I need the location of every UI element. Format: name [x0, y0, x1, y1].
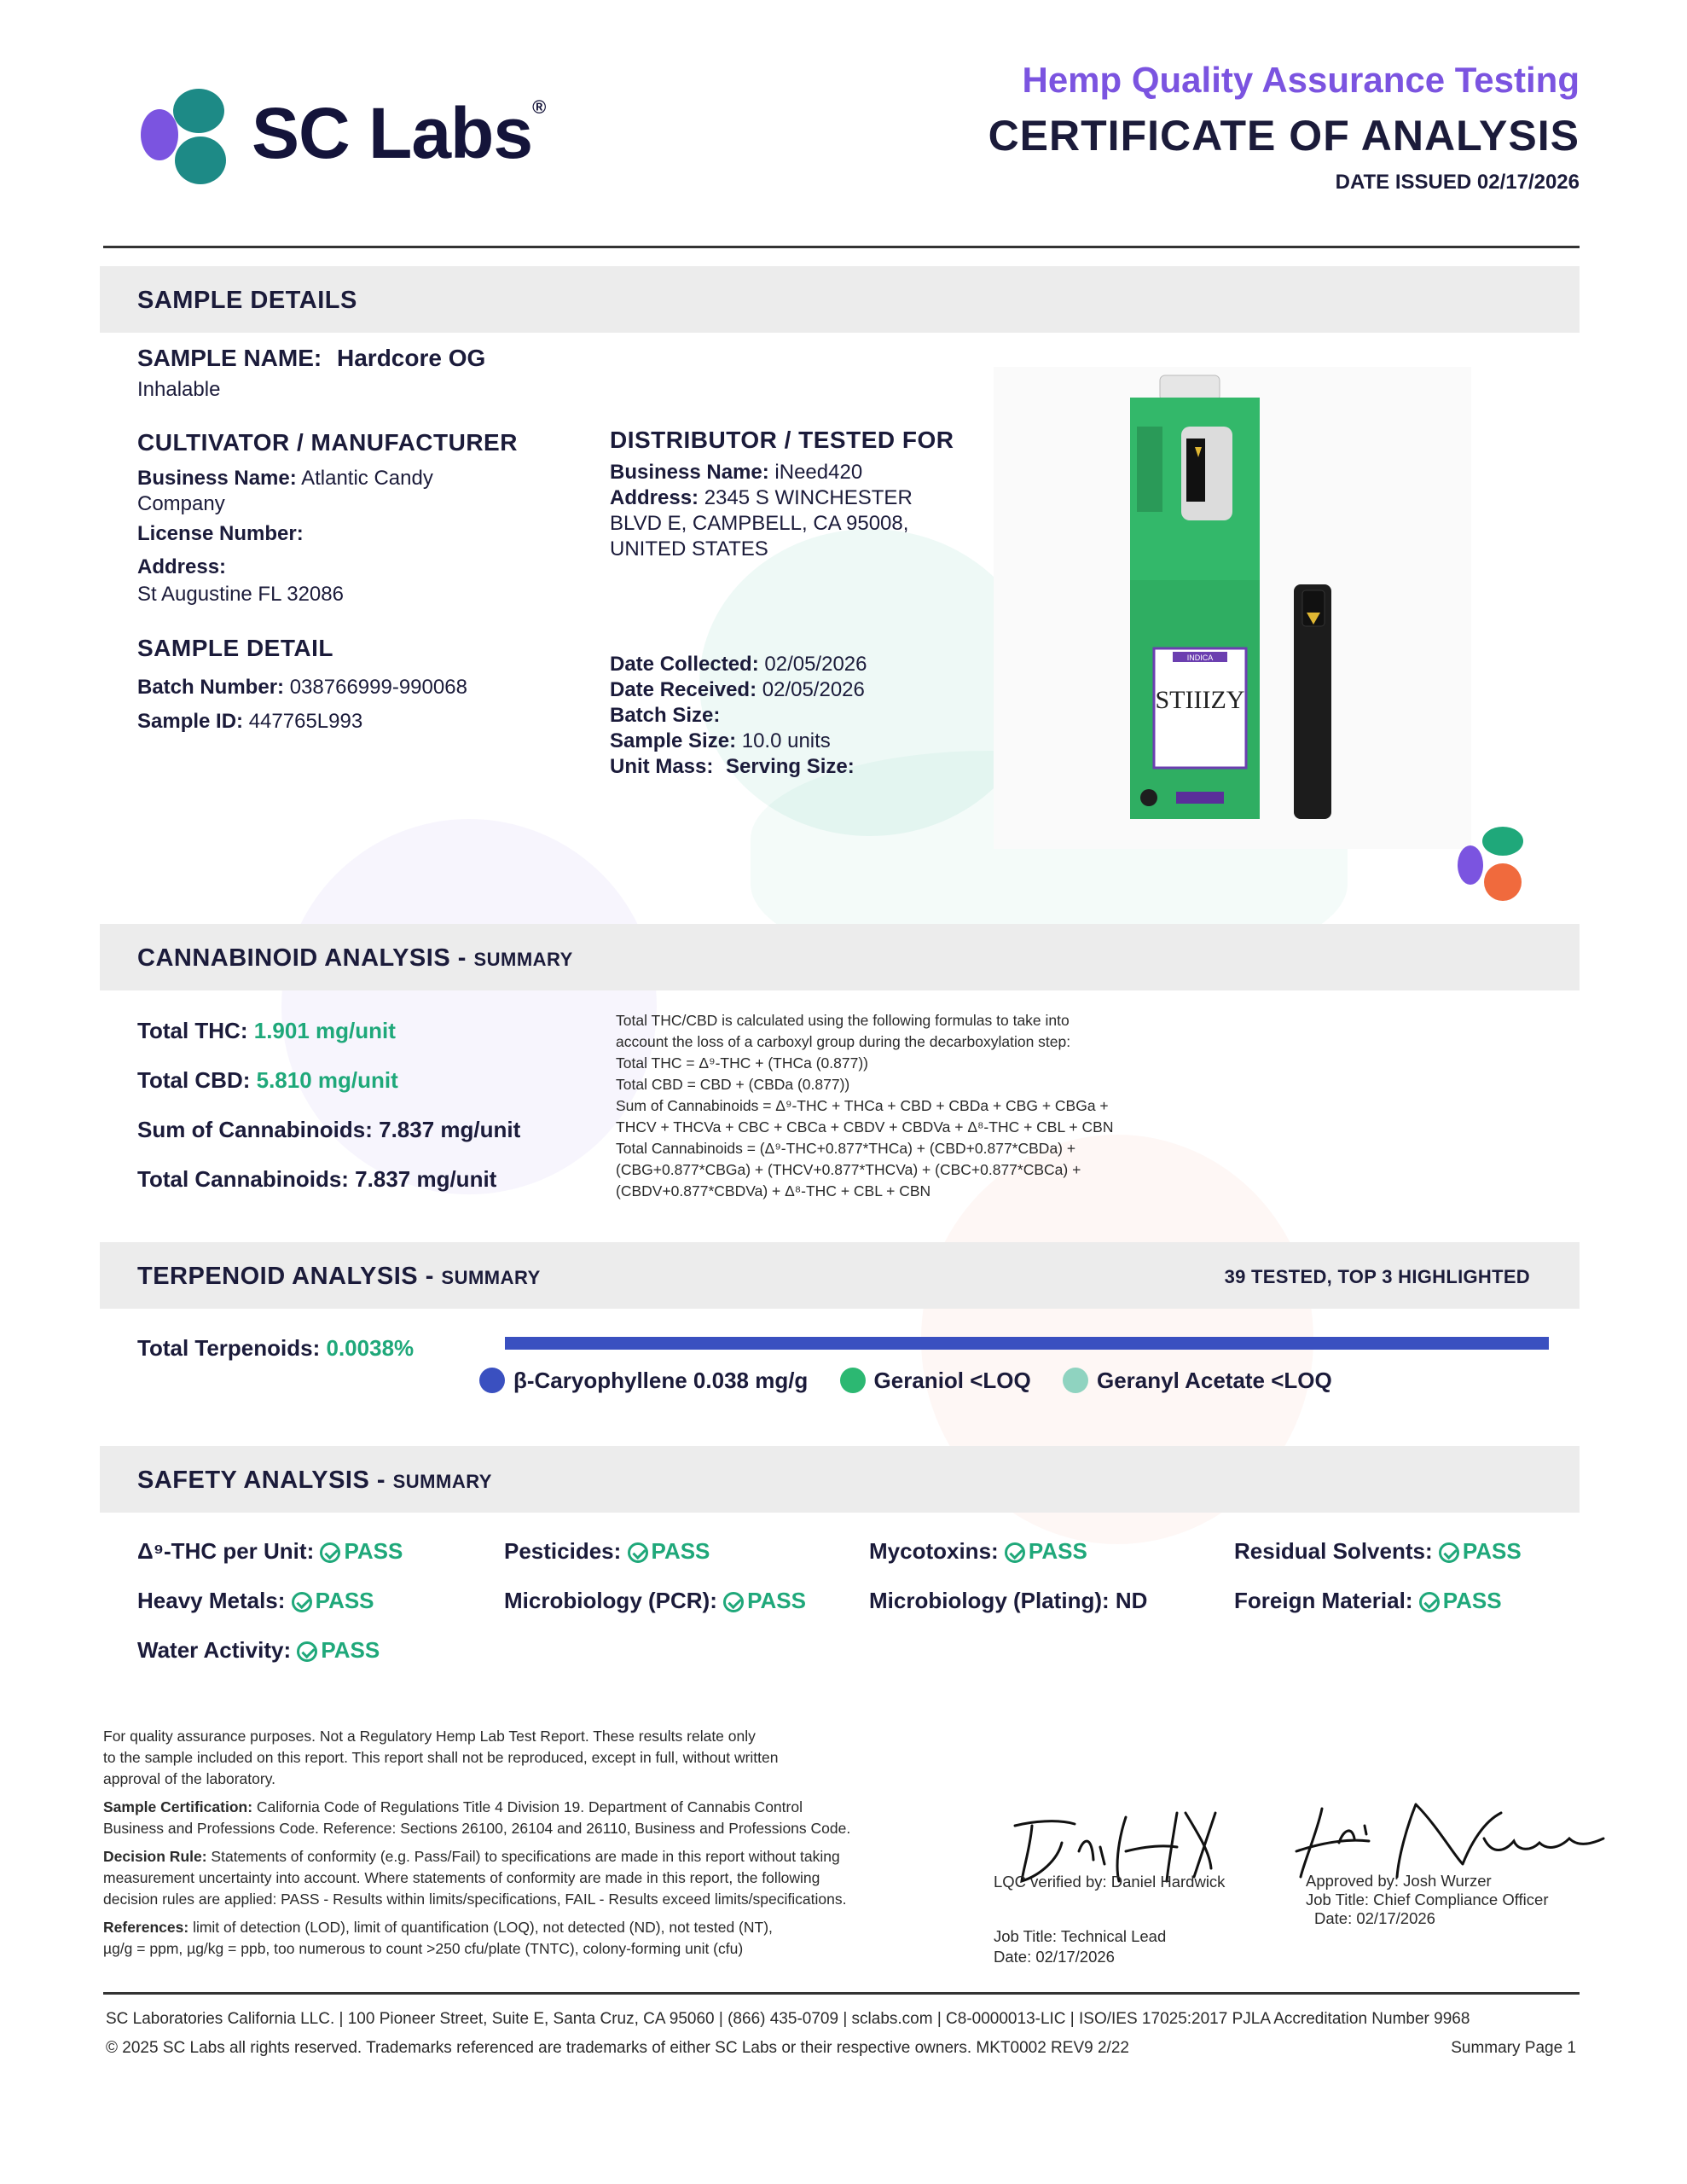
terpenoid-bar-fill: [505, 1337, 1549, 1350]
footer-divider: [103, 1992, 1580, 1995]
pass-check-icon: [1005, 1542, 1025, 1563]
total-cbd: Total CBD: 5.810 mg/unit: [137, 1067, 398, 1093]
total-thc: Total THC: 1.901 mg/unit: [137, 1018, 396, 1043]
distributor-block: Business Name: iNeed420 Address: 2345 S WINCHESTER BLVD E, CAMPBELL, CA 95008, UNITED STATES: [610, 461, 913, 561]
legend-item-caryophyllene: β-Caryophyllene 0.038 mg/g: [479, 1368, 808, 1393]
terpenoid-tested-note: 39 TESTED, TOP 3 HIGHLIGHTED: [1224, 1266, 1530, 1287]
sample-detail-heading: SAMPLE DETAIL: [137, 635, 333, 661]
batch-number: Batch Number: 038766999-990068: [137, 676, 467, 699]
safety-header: [100, 1446, 1580, 1513]
pass-check-icon: [628, 1542, 648, 1563]
safety-item: Microbiology (Plating): ND: [869, 1588, 1148, 1613]
terpenoid-header: [100, 1242, 1580, 1309]
cultivator-business: Business Name: Atlantic Candy Company: [137, 467, 433, 515]
report-title: CERTIFICATE OF ANALYSIS: [988, 112, 1580, 160]
logo-mark-icon: [132, 85, 235, 188]
legend-dot-green: [840, 1368, 866, 1393]
logo-wordmark: SC Labs®: [252, 93, 546, 173]
footer-copyright: © 2025 SC Labs all rights reserved. Trademarks referenced are trademarks of either SC Labs or their respective owners. MKT0002 REV9 2/22: [106, 2039, 1129, 2057]
legend-item-geraniol: Geraniol <LOQ: [840, 1368, 1031, 1393]
total-terpenoids: Total Terpenoids: 0.0038%: [137, 1335, 415, 1361]
pass-check-icon: [292, 1592, 312, 1612]
box-brand: STIIIZY: [1155, 686, 1245, 714]
sc-labs-logo: [132, 85, 576, 188]
total-cannabinoids: Total Cannabinoids: 7.837 mg/unit: [137, 1166, 497, 1192]
pass-check-icon: [297, 1641, 317, 1662]
safety-title: SAFETY ANALYSIS - SUMMARY: [137, 1467, 492, 1494]
cultivator-heading: CULTIVATOR / MANUFACTURER: [137, 429, 518, 456]
safety-item: Microbiology (PCR): PASS: [504, 1588, 806, 1613]
pass-check-icon: [723, 1592, 744, 1612]
footer-page-number: Summary Page 1: [1451, 2039, 1576, 2057]
pass-check-icon: [320, 1542, 340, 1563]
header-divider: [103, 246, 1580, 248]
safety-item: Δ⁹-THC per Unit: PASS: [137, 1538, 403, 1564]
cannabinoid-formulas: Total THC/CBD is calculated using the following formulas to take into account the loss of a carboxyl group during the decarboxylation step: Total THC = Δ⁹-THC + (THCa (0.877)) Total CBD = CBD + (CBDa (0.877)) Sum of Cannabinoids = Δ⁹-THC + THCa + CBD + CBDa + CBG + CBGa + THCV + THCVa + CBC + CBCa + CBDV + CBDVa + Δ⁸-THC + CBL + CBN Total Cannabinoids = (Δ⁹-THC+0.877*THCa) + (CBD+0.877*CBDa) + (CBG+0.877*CBGa) + (THCV+0.877*THCVa) + (CBC+0.877*CBCa) + (CBDV+0.877*CBDVa) + Δ⁸-THC + CBL + CBN: [616, 1012, 1114, 1199]
cultivator-address-value: St Augustine FL 32086: [137, 583, 344, 606]
cultivator-address-label: Address:: [137, 555, 227, 578]
distributor-heading: DISTRIBUTOR / TESTED FOR: [610, 427, 954, 453]
safety-item: Mycotoxins: PASS: [869, 1538, 1087, 1564]
pass-check-icon: [1439, 1542, 1459, 1563]
sample-category: Inhalable: [137, 378, 221, 401]
cannabinoid-header: [100, 924, 1580, 990]
sample-details-title: SAMPLE DETAILS: [137, 287, 357, 314]
sample-id: Sample ID: 447765L993: [137, 710, 363, 733]
sample-details-header: [100, 266, 1580, 333]
terpenoid-bar-track: [505, 1337, 1549, 1350]
vape-product-illustration: [994, 367, 1471, 849]
disclaimer: For quality assurance purposes. Not a Regulatory Hemp Lab Test Report. These results relate only to the sample included on this report. This report shall not be reproduced, except in full, without written approval of the laboratory. Sample Certification: California Code of Regulations Title 4 Division 19. Department of Cannabis Control Business and Professions Code. Reference: Sections 26100, 26104 and 26110, Business and Professions Code. Decision Rule: Statements of conformity (e.g. Pass/Fail) to specifications are made in this report without taking measurement uncertainty into account. Where statements of conformity are made in this report, the following decision rules are applied: PASS - Results within limits/specifications, FAIL - Results exceed limits/specifications. References: limit of detection (LOD), limit of quantification (LOQ), not detected (ND), not tested (NT), µg/g = ppm, µg/kg = ppb, too numerous to count >250 cfu/plate (TNTC), colony-forming unit (cfu): [103, 1728, 851, 1957]
safety-item: Pesticides: PASS: [504, 1538, 710, 1564]
product-photo: [994, 367, 1471, 849]
signature-left-block: LQC verified by: Daniel Hardwick Job Title: Technical Lead Date: 02/17/2026: [994, 1873, 1226, 1966]
report-kicker: Hemp Quality Assurance Testing: [1022, 60, 1580, 100]
sample-dates-block: Date Collected: 02/05/2026 Date Received: 02/05/2026 Batch Size: Sample Size: 10.0 units Unit Mass: Serving Size:: [610, 653, 867, 778]
cannabinoid-title: CANNABINOID ANALYSIS - SUMMARY: [137, 944, 573, 972]
safety-item: Water Activity: PASS: [137, 1637, 380, 1663]
sample-name-value: Hardcore OG: [337, 345, 486, 371]
safety-item: Residual Solvents: PASS: [1234, 1538, 1522, 1564]
box-label: INDICA: [1186, 653, 1214, 662]
footer-address: SC Laboratories California LLC. | 100 Pioneer Street, Suite E, Santa Cruz, CA 95060 | (866) 435-0709 | sclabs.com | C8-0000013-LIC | ISO/IES 17025:2017 PJLA Accreditation Number 9968: [106, 2010, 1470, 2028]
date-issued: DATE ISSUED 02/17/2026: [1335, 171, 1580, 194]
cultivator-license-label: License Number:: [137, 522, 304, 545]
logo-mark-small-icon: [1450, 826, 1527, 903]
legend-dot-mint: [1063, 1368, 1088, 1393]
signature-right-block: Approved by: Josh Wurzer Job Title: Chief Compliance Officer Date: 02/17/2026: [1306, 1872, 1549, 1927]
safety-item: Foreign Material: PASS: [1234, 1588, 1502, 1613]
legend-dot-blue: [479, 1368, 505, 1393]
terpenoid-title: TERPENOID ANALYSIS - SUMMARY: [137, 1263, 541, 1290]
legend-item-geranyl-acetate: Geranyl Acetate <LOQ: [1063, 1368, 1332, 1393]
safety-item: Heavy Metals: PASS: [137, 1588, 374, 1613]
sample-name: [137, 345, 485, 372]
terpenoid-legend: [479, 1368, 1332, 1394]
sample-name-label: SAMPLE NAME:: [137, 345, 322, 371]
pass-check-icon: [1419, 1592, 1440, 1612]
sum-of-cannabinoids: Sum of Cannabinoids: 7.837 mg/unit: [137, 1117, 521, 1142]
